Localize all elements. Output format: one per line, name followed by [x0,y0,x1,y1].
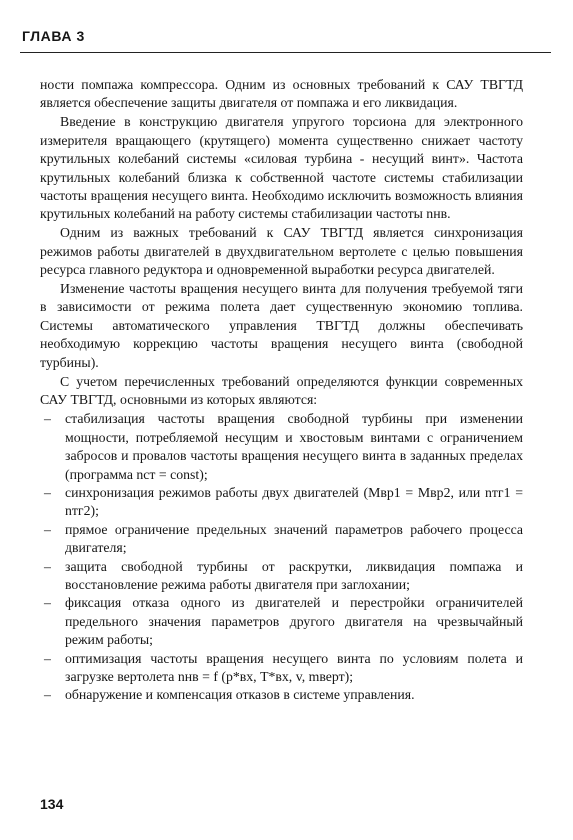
functions-list [40,410,523,705]
paragraph-continuation: ности помпажа компрессора. Одним из основных требований к САУ ТВГТД является обеспечение защиты двигателя от помпажа и его ликвидация. [40,77,523,111]
page-number: 134 [40,796,64,812]
paragraph-synchronization: Одним из важных требований к САУ ТВГТД является синхронизация режимов работы двигателей в двухдвигательном вертолете с целью повышения ресурса главного редуктора и одновременной выработки ресурса двигателей. [40,225,523,278]
paragraph-functions-intro: С учетом перечисленных требований определяются функции современных САУ ТВГТД, основными из которых являются: [40,373,523,407]
body-text [40,76,523,705]
paragraph-rotor-speed: Изменение частоты вращения несущего винта для получения требуемой тяги в зависимости от режима полета дает существенную экономию топлива. Системы автоматического управления ТВГТД должны обеспечивать необходимую коррекцию частоты вращения несущего винта (свободной турбины). [40,280,523,370]
header-rule [20,52,551,53]
list-item: – защита свободной турбины от раскрутки, ликвидация помпажа и восстановление режима работы двигателя при заглохании; [40,558,523,595]
list-item: – синхронизация режимов работы двух двигателей (Mвр1 = Mвр2, или nтг1 = nтг2); [40,484,523,521]
list-item: – стабилизация частоты вращения свободной турбины при изменении мощности, потребляемой несущим и хвостовым винтами с ограничением забросов и провалов частоты вращения несущего винта в заданных пределах (программа nст = const); [40,410,523,484]
list-item: – оптимизация частоты вращения несущего винта по условиям полета и загрузке вертолета nнв = f (p*вх, T*вх, v, mверт); [40,650,523,687]
chapter-running-head: ГЛАВА 3 [22,28,85,44]
list-item: – фиксация отказа одного из двигателей и перестройки ограничителей предельного значения параметров другого двигателя на чрезвычайный режим работы; [40,594,523,649]
paragraph-torsion: Введение в конструкцию двигателя упругого торсиона для электронного измерителя вращающего (крутящего) момента существенно снижает частоту крутильных колебаний системы «силовая турбина - несущий винт». Частота крутильных колебаний близка к собственной частоте системы стабилизации частоты вращения несущего винта. Необходимо исключить возможность влияния крутильных колебаний на работу системы стабилизации частоты nнв. [40,114,523,222]
list-item: – обнаружение и компенсация отказов в системе управления. [40,686,523,704]
list-item: – прямое ограничение предельных значений параметров рабочего процесса двигателя; [40,521,523,558]
